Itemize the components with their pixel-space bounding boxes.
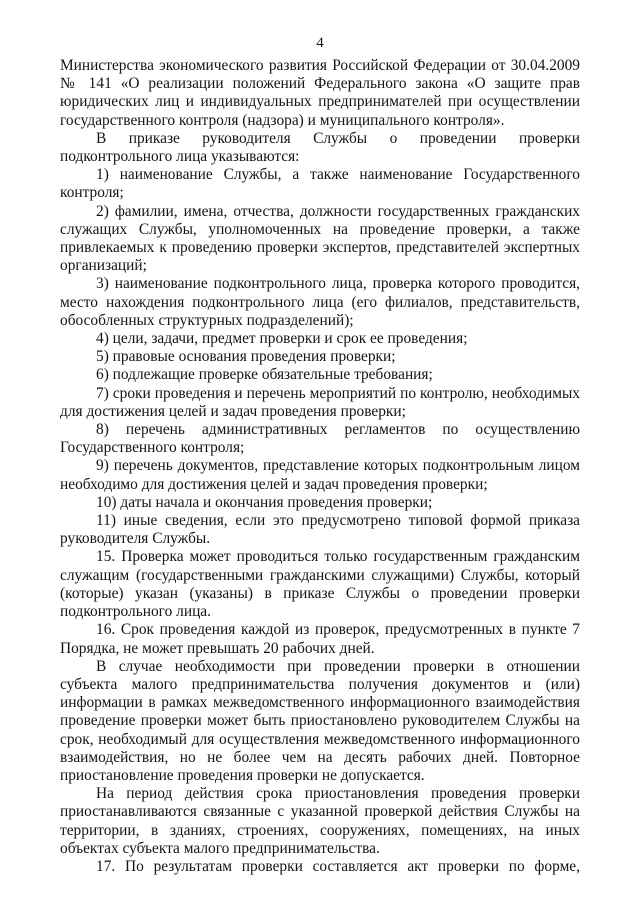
paragraph: В случае необходимости при проведении проверки в отношении субъекта малого предпринимательства получения документов и (или) информации в рамках межведомственного информационного взаимодействия проведение проверки может быть приостановлено руководителем Службы на срок, необходимый для осуществления межведомственного информационного взаимодействия, но не более чем на десять рабочих дней. Повторное приостановление проведения проверки не допускается. — [60, 657, 580, 784]
paragraph: 7) сроки проведения и перечень мероприятий по контролю, необходимых для достижения целей и задач проведения проверки; — [60, 384, 580, 420]
paragraph: 10) даты начала и окончания проведения проверки; — [96, 493, 433, 511]
paragraph: 5) правовые основания проведения проверки; — [96, 348, 396, 366]
paragraph: 16. Срок проведения каждой из проверок, предусмотренных в пункте 7 Порядка, не может превышать 20 рабочих дней. — [60, 621, 580, 657]
paragraph: 17. По результатам проверки составляется акт проверки по форме, — [96, 857, 580, 875]
paragraph: На период действия срока приостановления проведения проверки приостанавливаются связанные с указанной проверкой действия Службы на территории, в зданиях, строениях, сооружениях, помещениях, на иных объектах субъекта малого предпринимательства. — [60, 785, 580, 857]
paragraph: 6) подлежащие проверке обязательные требования; — [96, 366, 433, 384]
paragraph: 9) перечень документов, представление которых подконтрольным лицом необходимо для достижения целей и задач проведения проверки; — [60, 457, 580, 493]
paragraph: 1) наименование Службы, а также наименование Государственного контроля; — [60, 166, 580, 202]
paragraph: 8) перечень административных регламентов по осуществлению Государственного контроля; — [60, 421, 580, 457]
document-body — [60, 57, 580, 876]
paragraph: Министерства экономического развития Российской Федерации от 30.04.2009 № 141 «О реализации положений Федерального закона «О защите прав юридических лиц и индивидуальных предпринимателей при осуществлении государственного контроля (надзора) и муниципального контроля». — [60, 57, 580, 129]
paragraph: 3) наименование подконтрольного лица, проверка которого проводится, место нахождения подконтрольного лица (его филиалов, представительств, обособленных структурных подразделений); — [60, 275, 580, 329]
paragraph: В приказе руководителя Службы о проведении проверки подконтрольного лица указываются: — [60, 129, 580, 166]
paragraph: 11) иные сведения, если это предусмотрено типовой формой приказа руководителя Службы. — [60, 512, 580, 548]
paragraph: 2) фамилии, имена, отчества, должности государственных гражданских служащих Службы, уполномоченных на проведение проверки, а также привлекаемых к проведению проверки экспертов, представителей экспертных организаций; — [60, 202, 580, 275]
paragraph: 4) цели, задачи, предмет проверки и срок ее проведения; — [96, 330, 468, 348]
paragraph: 15. Проверка может проводиться только государственным гражданским служащим (государственными гражданскими служащими) Службы, который (которые) указан (указаны) в приказе Службы о проведении проверки подконтрольного лица. — [60, 548, 580, 621]
page-number: 4 — [316, 35, 324, 51]
